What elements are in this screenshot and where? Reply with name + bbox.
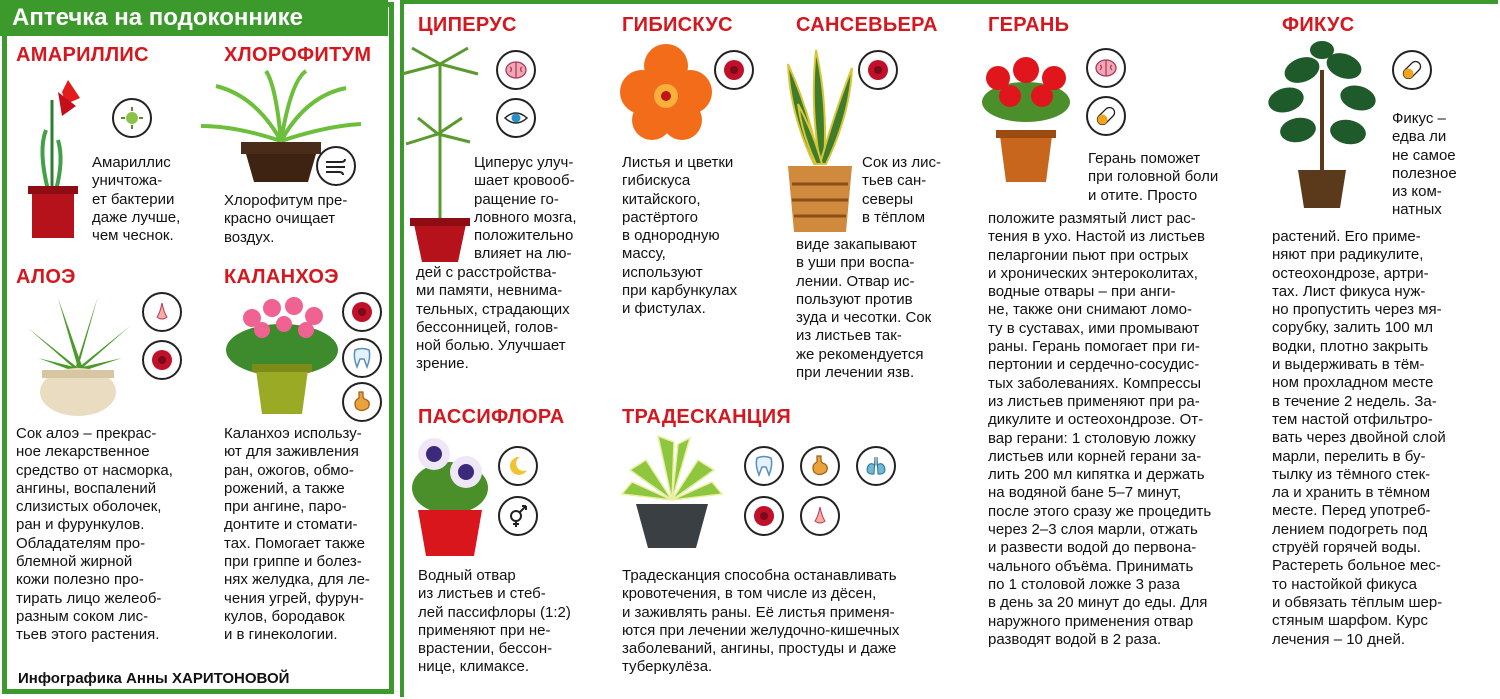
sansevieria-title: САНСЕВЬЕРА bbox=[796, 14, 938, 36]
page-title: Аптечка на подоконнике bbox=[0, 0, 388, 36]
moon-icon bbox=[498, 446, 538, 486]
sansevieria-illustration bbox=[780, 44, 860, 234]
tradescantia-text: Традесканция способна останавливать кровотечения, в том числе из дёсен, и заживлять раны. Её листья применя- ются при лечении желудочно-кишечных заболеваний, ангины, простуды и даже туберкулёза. bbox=[622, 567, 900, 676]
wound-icon bbox=[858, 50, 898, 90]
hibiscus-text: Листья и цветки гибискуса китайского, растёртого в однородную массу, используют при карбункулах и фистулах. bbox=[622, 154, 738, 318]
aloe-text: Сок алоэ – прекрас- ное лекарственное средство от насморка, ангины, воспалений слизистых оболочек, ран и фурункулов. Обладателям про- блемной жирной кожи полезно про- тирать лицо желеоб- разным соком лис- тьев этого растения. bbox=[16, 425, 173, 644]
chlorophytum-text: Хлорофитум пре- красно очищает воздух. bbox=[224, 192, 348, 246]
tradescantia-title: ТРАДЕСКАНЦИЯ bbox=[622, 406, 792, 428]
lungs-icon bbox=[856, 446, 896, 486]
hibiscus-title: ГИБИСКУС bbox=[622, 14, 733, 36]
geranium-illustration bbox=[976, 56, 1076, 186]
tradescantia-illustration bbox=[616, 430, 728, 550]
hibiscus-illustration bbox=[614, 44, 718, 144]
ficus-text-bottom: растений. Его приме- няют при радикулите, остеохондрозе, артри- тах. Лист фикуса нуж- но пропустить через мя- сорубку, залить 100 мл водки, плотно закрыть и выдерживать в тём- ном прохладном месте в течение 2 недель. За- тем настой отфильтро- вать через двойной слой марли, перелить в бу- тылку из тёмного стек- ла и хранить в тёмном месте. Перед употреб- лением подогреть под струёй горячей воды. Растереть больное мес- то настойкой фикуса и обвязать тёплым шер- стяным шарфом. Курс лечения – 10 дней. bbox=[1272, 228, 1446, 648]
amaryllis-title: АМАРИЛЛИС bbox=[16, 44, 149, 66]
nose-icon bbox=[800, 496, 840, 536]
passiflora-text: Водный отвар из листьев и стеб- лей пассифлоры (1:2) применяют при не- врастении, бессон- нице, климаксе. bbox=[418, 567, 571, 676]
tooth-icon bbox=[342, 338, 382, 378]
brain-icon bbox=[496, 50, 536, 90]
passiflora-title: ПАССИФЛОРА bbox=[418, 406, 565, 428]
bacteria-icon bbox=[112, 98, 152, 138]
brain-icon bbox=[1086, 48, 1126, 88]
sansevieria-text-bottom: виде закапывают в уши при воспа- лении. Отвар ис- пользуют против зуда и чесотки. Сок из листьев так- же рекомендуется при лечении язв. bbox=[796, 236, 932, 382]
air-flow-icon bbox=[316, 146, 356, 186]
tooth-icon bbox=[744, 446, 784, 486]
aloe-illustration bbox=[18, 288, 138, 418]
gender-icon bbox=[498, 496, 538, 536]
cyperus-title: ЦИПЕРУС bbox=[418, 14, 517, 36]
wound-icon bbox=[714, 50, 754, 90]
chlorophytum-title: ХЛОРОФИТУМ bbox=[224, 44, 372, 66]
wound-icon bbox=[342, 292, 382, 332]
geranium-text-bottom: положите размятый лист рас- тения в ухо. Настой из листьев пеларгонии пьют при острых и хронических энтероколитах, водные отвары – при анги- не, также они снимают ломо- ту в суставах, ими промывают раны. Герань помогает при ги- пертонии и сердечно-сосудис- тых заболеваниях. Компрессы из листьев применяют при ра- дикулите и остеохондрозе. От- вар герани: 1 столовую ложку листьев или корней герани за- лить 200 мл кипятка и держать на водяной бане 5–7 минут, после этого сразу же процедить через 2–3 слоя марли, отжать и развести водой до первона- чального объёма. Принимать по 1 столовой ложке 3 раза в день за 20 минут до еды. Для наружного применения отвар разводят водой в 2 раза. bbox=[988, 210, 1212, 648]
kalanchoe-illustration bbox=[222, 290, 342, 416]
pills-icon bbox=[1392, 50, 1432, 90]
sansevieria-text-top: Сок из лис- тьев сан- северы в тёплом bbox=[862, 154, 941, 226]
ficus-text-top: Фикус – едва ли не самое полезное из ком- натных bbox=[1392, 110, 1457, 219]
ficus-title: ФИКУС bbox=[1282, 14, 1355, 36]
stomach-icon bbox=[342, 382, 382, 422]
geranium-text-top: Герань поможет при головной боли и отите. Просто bbox=[1088, 150, 1219, 204]
pills-icon bbox=[1086, 96, 1126, 136]
passiflora-illustration bbox=[408, 432, 492, 558]
geranium-title: ГЕРАНЬ bbox=[988, 14, 1070, 36]
wound-icon bbox=[142, 340, 182, 380]
credit: Инфографика Анны ХАРИТОНОВОЙ bbox=[18, 670, 290, 687]
aloe-title: АЛОЭ bbox=[16, 266, 76, 288]
nose-icon bbox=[142, 292, 182, 332]
stomach-icon bbox=[800, 446, 840, 486]
ficus-illustration bbox=[1262, 40, 1382, 210]
amaryllis-text: Амариллис уничтожа- ет бактерии даже лучше, чем чеснок. bbox=[92, 154, 181, 245]
cyperus-text-top: Циперус улуч- шает кровооб- ращение го- ловного мозга, положительно влияет на лю- bbox=[474, 154, 577, 263]
kalanchoe-text: Каланхоэ использу- ют для заживления ран, ожогов, обмо- рожений, а также при ангине, паро- донтите и стомати- тах. Помогает также при гриппе и болез- нях желудка, для ле- чения угрей, фурун- кулов, бородавок и в гинекологии. bbox=[224, 425, 370, 644]
kalanchoe-title: КАЛАНХОЭ bbox=[224, 266, 339, 288]
eye-icon bbox=[496, 98, 536, 138]
cyperus-text-bottom: дей с расстройства- ми памяти, невнима- тельных, страдающих бессонницей, голов- ной болью. Улучшает зрение. bbox=[416, 264, 570, 373]
amaryllis-illustration bbox=[18, 70, 88, 240]
wound-icon bbox=[744, 496, 784, 536]
